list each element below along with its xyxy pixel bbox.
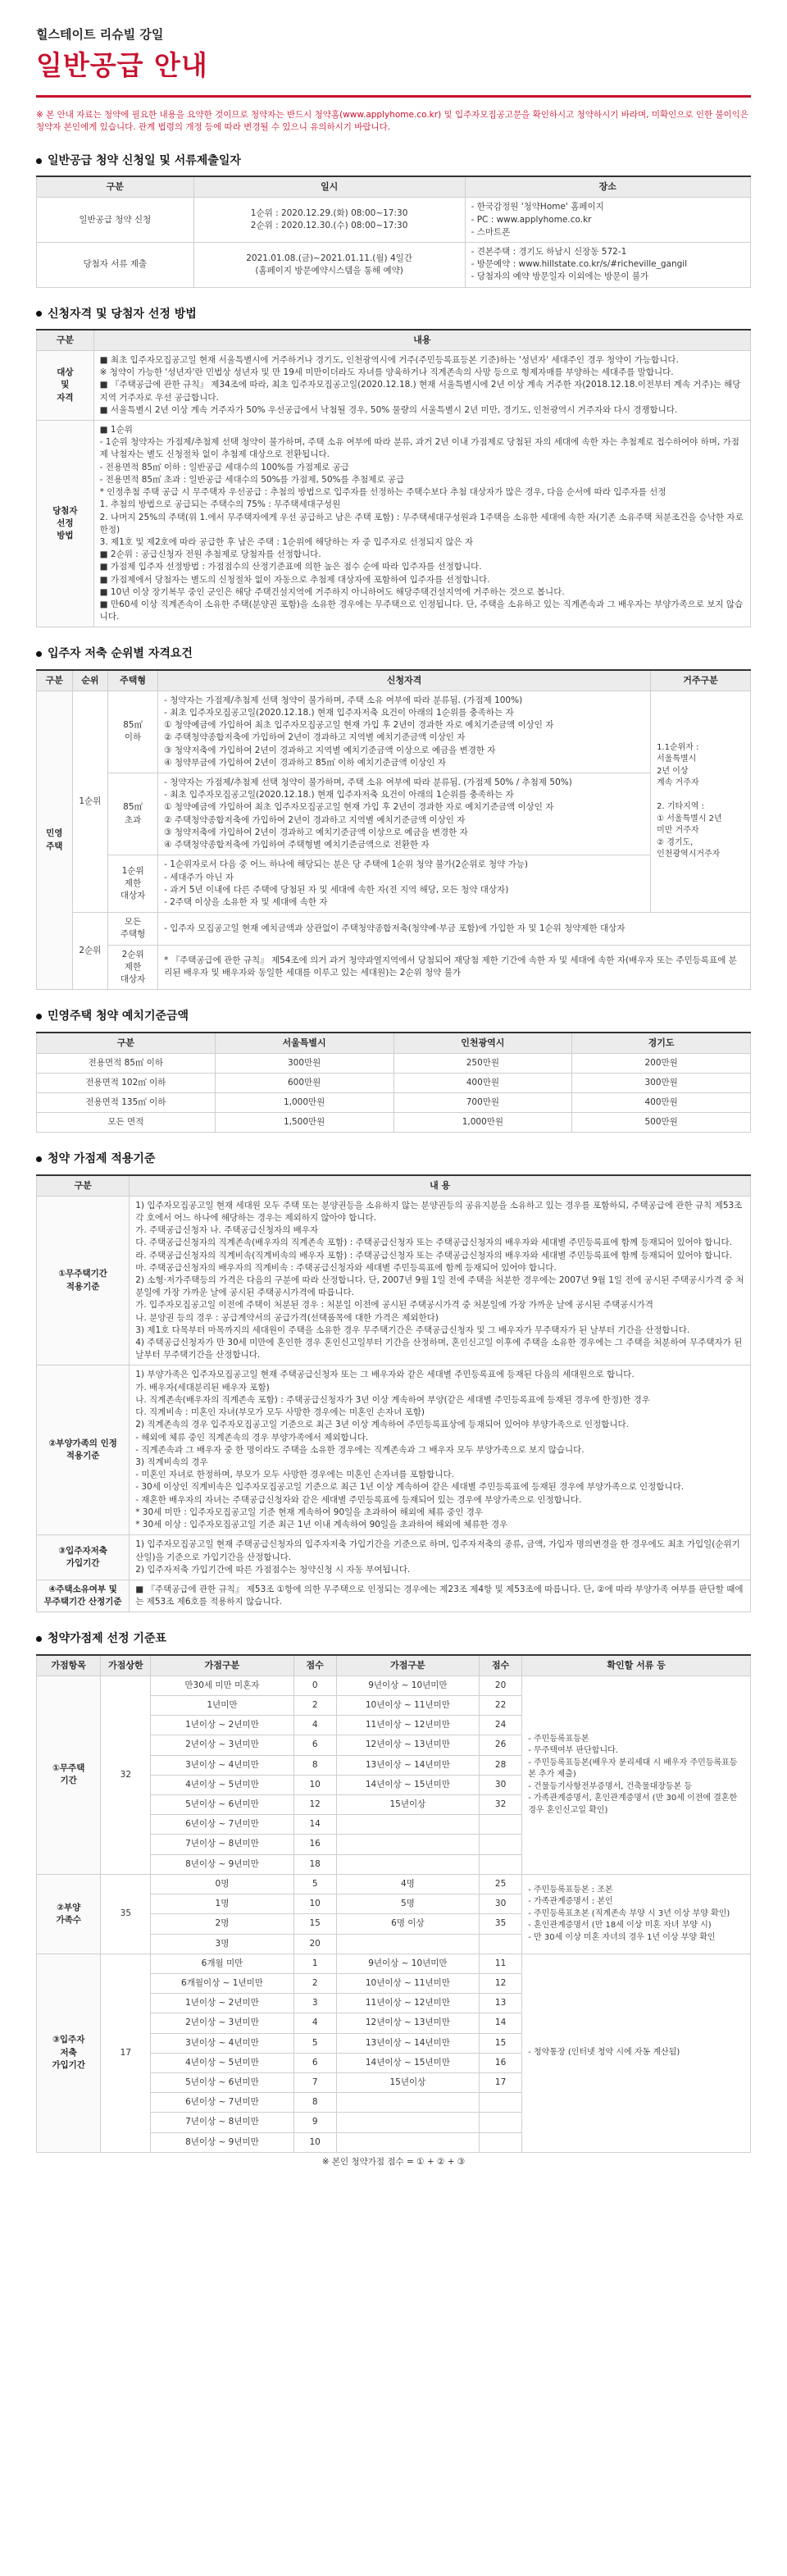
point-range: 4년이상 ~ 5년미만 — [151, 1775, 293, 1794]
point-value: 25 — [479, 1874, 521, 1894]
point-range: 5년이상 ~ 6년미만 — [151, 1794, 293, 1814]
point-value: 30 — [479, 1775, 521, 1794]
header — [36, 0, 751, 134]
residence-text: 1.1순위자 : 서울특별시 2년 이상 계속 거주자 2. 기타지역 : ① 서울특별시 2년 미만 거주자 ② 경기도, 인천광역시거주자 — [651, 691, 751, 913]
point-range: 10년이상 ~ 11년미만 — [336, 1973, 479, 1993]
table-row — [37, 1196, 751, 1366]
point-range: 7년이상 ~ 8년미만 — [151, 2113, 293, 2132]
row-place: - 견본주택 : 경기도 하남시 신장동 572-1 - 방문예약 : www.hillstate.co.kr/s/#richeville_gangil - 당첨자의 예약 방문일자 이외에는 방문이 불가 — [465, 242, 750, 287]
point-value: 4 — [293, 1716, 336, 1735]
point-range: 1년이상 ~ 2년미만 — [151, 1994, 293, 2013]
point-value: 20 — [479, 1676, 521, 1695]
row-date: 1순위 : 2020.12.29.(화) 08:00~17:30 2순위 : 2020.12.30.(수) 08:00~17:30 — [193, 198, 465, 243]
col-header: 내 용 — [130, 1175, 751, 1196]
bullet-icon — [36, 1636, 42, 1642]
row-content: - 1순위자로서 다음 중 어느 하나에 해당되는 분은 당 주택에 1순위 청약 불가(2순위로 청약 가능) - 세대주가 아닌 자 - 과거 5년 이내에 다른 주택에 당첨된 자 및 세대에 속한 자(전 지역 해당, 모든 청약 대상자) - 2주택 이상을 소유한 자 및 세대에 속한 자 — [158, 855, 651, 913]
row-content: 1) 입주자모집공고일 현재 주택공급신청자의 입주자저축 가입기간을 기준으로 하며, 입주자저축의 종류, 금액, 가입자 명의변경을 한 경우에도 최초 가입일(순위기산일)을 기준으로 가입기간을 산정합니다. 2) 입주자저축 가입기간에 따른 가점점수는 청약신청 시 자동 부여됩니다. — [130, 1535, 751, 1580]
col-header: 가점구분 — [151, 1655, 293, 1676]
row-label: 일반공급 청약 신청 — [37, 198, 194, 243]
group-max: 17 — [101, 1954, 151, 2152]
point-range: 2년이상 ~ 3년미만 — [151, 2013, 293, 2033]
point-range: 6개월이상 ~ 1년미만 — [151, 1973, 293, 1993]
point-range: 12년이상 ~ 13년미만 — [336, 2013, 479, 2033]
point-range — [336, 1835, 479, 1854]
table-row — [37, 1954, 751, 1973]
point-range: 11년이상 ~ 12년미만 — [336, 1716, 479, 1735]
col-header: 구분 — [37, 1175, 130, 1196]
bullet-icon — [36, 1156, 42, 1162]
group-max: 35 — [101, 1874, 151, 1954]
col-header: 순위 — [72, 670, 108, 691]
point-range — [336, 1934, 479, 1954]
point-range: 13년이상 ~ 14년미만 — [336, 2033, 479, 2053]
point-value — [479, 2093, 521, 2113]
row-label: 당첨자 선정 방법 — [37, 420, 94, 627]
row-content: ■ 최초 입주자모집공고일 현재 서울특별시에 거주하거나 경기도, 인천광역시에 거주(주민등록표등본 기준)하는 '성년자' 세대주인 경우 청약이 가능합니다. ※ 청약이 가능한 '성년자'란 민법상 성년자 및 만 19세 미만이더라도 자녀를 양육하거나 직계존속의 사망 등으로 형제자매를 부양하는 세대주를 말합니다. ■ 『주택공급에 관한 규칙』 제34조에 따라, 최초 입주자모집공고일(2020.12.18.) 현재 서울특별시에 2년 이상 계속 거주한 자(2018.12.18.이전부터 계속 거주)는 해당지역 거주자로 우선 공급합니다. ■ 서울특별시 2년 이상 계속 거주자가 50% 우선공급에서 낙첨될 경우, 50% 물량의 서울특별시 2년 미만, 경기도, 인천광역시 거주자와 다시 경쟁합니다. — [93, 350, 750, 420]
point-value: 24 — [479, 1716, 521, 1735]
table-row — [37, 913, 751, 945]
point-value: 2 — [293, 1973, 336, 1993]
point-range — [336, 1815, 479, 1835]
table-row — [37, 773, 751, 855]
point-value: 12 — [479, 1973, 521, 1993]
table-row — [37, 1366, 751, 1535]
point-value: 10 — [293, 2132, 336, 2152]
point-score-table — [36, 1654, 751, 2153]
point-range: 2명 — [151, 1914, 293, 1934]
page-title: 일반공급 안내 — [36, 48, 208, 81]
row-label: ③입주자저축 가입기간 — [37, 1535, 130, 1580]
required-documents: - 청약통장 (인터넷 청약 시에 자동 계산됨) — [522, 1954, 751, 2152]
point-value: 32 — [479, 1794, 521, 1814]
point-value — [479, 1934, 521, 1954]
col-header: 구분 — [37, 330, 94, 350]
point-range — [336, 2093, 479, 2113]
point-value: 18 — [293, 1854, 336, 1874]
point-range: 3년이상 ~ 4년미만 — [151, 2033, 293, 2053]
row-content: * 『주택공급에 관한 규칙』 제54조에 의거 과거 청약과열지역에서 당첨되어 재당첨 제한 기간에 속한 자 및 세대에 속한 자(배우자 또는 주민등록표에 분리된 배우자 및 배우자와 동일한 세대를 이루고 있는 세대원)는 2순위 청약 불가 — [158, 945, 751, 990]
table-row — [37, 420, 751, 627]
row-content: 1) 부양가족은 입주자모집공고일 현재 주택공급신청자 또는 그 배우자와 같은 세대별 주민등록표에 등재된 다음의 세대원으로 합니다. 가. 배우자(세대분리된 배우자 포함) 나. 직계존속(배우자의 직계존속 포함) : 주택공급신청자가 3년 이상 계속하여 부양(같은 세대별 주민등록표에 등재된 경우에 한정)한 경우 다. 직계비속 : 미혼인 자녀(부모가 모두 사망한 경우에는 미혼인 손자녀 포함) 2) 직계존속의 경우 입주자모집공고일 기준으로 최근 3년 이상 계속하여 주민등록표상에 등재되어 있어야 부양가족으로 인정합니다. - 해외에 체류 중인 직계존속의 경우 부양가족에서 제외합니다. - 직계존속과 그 배우자 중 한 명이라도 주택을 소유한 경우에는 직계존속과 그 배우자 모두 부양가족으로 보지 않습니다. 3) 직계비속의 경우 - 미혼인 자녀로 한정하며, 부모가 모두 사망한 경우에는 미혼인 손자녀를 포함합니다. - 30세 이상인 직계비속은 입주자모집공고일 기준으로 최근 1년 이상 계속하여 같은 세대별 주민등록표에 등재된 경우에 부양가족으로 인정합니다. - 재혼한 배우자의 자녀는 주택공급신청자와 같은 세대별 주민등록표에 등재되어 있는 경우에 부양가족으로 인정합니다. * 30세 미만 : 입주자모집공고일 기준 현재 계속하여 90일을 초과하여 해외에 체류 중인 경우 * 30세 이상 : 입주자모집공고일 기준 최근 1년 이내 계속하여 90일을 초과하여 해외에 체류한 경우 — [130, 1366, 751, 1535]
type-label: 모든 주택형 — [108, 913, 158, 945]
col-header: 가점상한 — [101, 1655, 151, 1676]
point-value: 14 — [293, 1815, 336, 1835]
point-value: 5 — [293, 2033, 336, 2053]
point-value: 13 — [479, 1994, 521, 2013]
point-value: 5 — [293, 1874, 336, 1894]
table-row — [37, 1580, 751, 1612]
point-value: 15 — [479, 2033, 521, 2053]
point-range: 4명 — [336, 1874, 479, 1894]
row-label: ②부양가족의 인정 적용기준 — [37, 1366, 130, 1535]
score-body — [37, 1676, 751, 2152]
point-value — [479, 1854, 521, 1874]
schedule-table — [36, 176, 751, 287]
col-header: 점수 — [479, 1655, 521, 1676]
point-value: 28 — [479, 1755, 521, 1775]
col-header: 일시 — [193, 176, 465, 197]
row-content: - 청약자는 가점제/추첨제 선택 청약이 불가하며, 주택 소유 여부에 따라 분류됨. (가점제 50% / 추첨제 50%) - 최초 입주자모집공고일(2020.12.18.) 현재 입주자저축 요건이 아래의 1순위를 충족하는 자 ① 청약예금에 가입하여 최초 입주자모집공고일 현재 가입 후 2년이 경과한 자로 예치기준금액 이상인 자 ② 주택청약종합저축에 가입하여 2년이 경과하고 지역별 예치기준금액 이상인 자 ③ 청약저축에 가입하여 2년이 경과하고 예치기준금액 이상으로 예금을 변경한 자 ④ 주택청약종합저축에 가입하여 주택형별 예치기준금액으로 전환한 자 — [158, 773, 651, 855]
point-value: 10 — [293, 1775, 336, 1794]
col-header: 구분 — [37, 1033, 216, 1053]
table-row: 전용면적 85㎡ 이하 300만원 250만원 200만원 — [37, 1053, 751, 1073]
point-range: 13년이상 ~ 14년미만 — [336, 1755, 479, 1775]
row-label: ①무주택기간 적용기준 — [37, 1196, 130, 1366]
row-content: - 입주자 모집공고일 현재 예치금액과 상관없이 주택청약종합저축(청약예·부금 포함)에 가입한 자 및 1순위 청약제한 대상자 — [158, 913, 751, 945]
point-range: 14년이상 ~ 15년미만 — [336, 2053, 479, 2072]
point-range: 9년이상 ~ 10년미만 — [336, 1676, 479, 1695]
deposit-table — [36, 1032, 751, 1133]
row-date: 2021.01.08.(금)~2021.01.11.(월) 4일간 (홈페이지 방문예약시스템을 통해 예약) — [193, 242, 465, 287]
point-range: 0명 — [151, 1874, 293, 1894]
point-range: 14년이상 ~ 15년미만 — [336, 1775, 479, 1794]
point-range: 8년이상 ~ 9년미만 — [151, 1854, 293, 1874]
point-range: 4년이상 ~ 5년미만 — [151, 2053, 293, 2072]
point-value: 0 — [293, 1676, 336, 1695]
type-label: 85㎡ 초과 — [108, 773, 158, 855]
notice-text: ※ 본 안내 자료는 청약에 필요한 내용을 요약한 것이므로 청약자는 반드시 청약홈(www.applyhome.co.kr) 및 입주자모집공고문을 확인하시고 청약하시기 바라며, 미확인으로 인한 불이익은 청약자 본인에게 있습니다. 관계 법령의 개정 등에 따라 변경될 수 있으니 유의하시기 바랍니다. — [36, 109, 749, 133]
point-range: 10년이상 ~ 11년미만 — [336, 1695, 479, 1715]
point-range: 9년이상 ~ 10년미만 — [336, 1954, 479, 1973]
point-value — [479, 1835, 521, 1854]
table-row — [37, 350, 751, 420]
score-footer-note: ※ 본인 청약가점 점수 = ① + ② + ③ — [321, 2156, 466, 2167]
row-place: - 한국감정원 '청약Home' 홈페이지 - PC : www.applyhome.co.kr - 스마트폰 — [465, 198, 750, 243]
point-range — [336, 1854, 479, 1874]
point-value — [479, 1815, 521, 1835]
point-range: 6년이상 ~ 7년미만 — [151, 1815, 293, 1835]
point-range: 15년이상 — [336, 2073, 479, 2093]
point-range: 1년이상 ~ 2년미만 — [151, 1716, 293, 1735]
point-value: 11 — [479, 1954, 521, 1973]
point-value: 6 — [293, 2053, 336, 2072]
point-range: 6개월 미만 — [151, 1954, 293, 1973]
point-value: 30 — [479, 1894, 521, 1914]
section-point-table-title: 청약가점제 선정 기준표 — [36, 1630, 751, 1647]
point-range: 15년이상 — [336, 1794, 479, 1814]
point-range: 1년미만 — [151, 1695, 293, 1715]
point-value: 9 — [293, 2113, 336, 2132]
point-value — [479, 2132, 521, 2152]
point-value: 8 — [293, 1755, 336, 1775]
col-header: 구분 — [37, 176, 194, 197]
bullet-icon — [36, 158, 42, 164]
col-header: 주택형 — [108, 670, 158, 691]
table-row — [37, 691, 751, 773]
point-value: 6 — [293, 1735, 336, 1755]
point-value: 16 — [293, 1835, 336, 1854]
group-label: ③입주자 저축 가입기간 — [37, 1954, 101, 2152]
point-value: 14 — [479, 2013, 521, 2033]
point-range: 6명 이상 — [336, 1914, 479, 1934]
type-label: 85㎡ 이하 — [108, 691, 158, 773]
section-rank-title: 입주자 저축 순위별 자격요건 — [36, 645, 751, 662]
section-point-criteria-title: 청약 가점제 적용기준 — [36, 1151, 751, 1167]
point-range: 1명 — [151, 1894, 293, 1914]
col-header: 구분 — [37, 670, 73, 691]
point-range: 12년이상 ~ 13년미만 — [336, 1735, 479, 1755]
rank-table — [36, 669, 751, 991]
point-value: 20 — [293, 1934, 336, 1954]
table-row — [37, 945, 751, 990]
col-header: 점수 — [293, 1655, 336, 1676]
col-header: 경기도 — [572, 1033, 751, 1053]
brand-name: 힐스테이트 리슈빌 강일 — [36, 27, 164, 42]
col-header: 내용 — [93, 330, 750, 350]
bullet-icon — [36, 1014, 42, 1019]
section-schedule-title: 일반공급 청약 신청일 및 서류제출일자 — [36, 153, 751, 169]
table-row — [37, 1535, 751, 1580]
point-range — [336, 2113, 479, 2132]
point-range — [336, 2132, 479, 2152]
col-header: 확인할 서류 등 — [522, 1655, 751, 1676]
bullet-icon — [36, 311, 42, 317]
point-range: 3명 — [151, 1934, 293, 1954]
point-value: 12 — [293, 1794, 336, 1814]
point-value: 16 — [479, 2053, 521, 2072]
point-range: 11년이상 ~ 12년미만 — [336, 1994, 479, 2013]
point-value — [479, 2113, 521, 2132]
table-row: 전용면적 102㎡ 이하 600만원 400만원 300만원 — [37, 1073, 751, 1092]
col-header: 가점구분 — [336, 1655, 479, 1676]
title-divider — [36, 95, 751, 98]
group-max: 32 — [101, 1676, 151, 1874]
point-range: 5년이상 ~ 6년미만 — [151, 2073, 293, 2093]
point-value: 22 — [479, 1695, 521, 1715]
point-value: 10 — [293, 1894, 336, 1914]
required-documents: - 주민등록표등본 - 무주택여부 판단합니다. - 주민등록표등본(배우자 분리세대 시 배우자 주민등록표등본 추가 제출) - 건물등기사항전부증명서, 건축물대장등본 등 - 가족관계증명서, 혼인관계증명서 (만 30세 이전에 결혼한 경우 혼인신고일 확인) — [522, 1676, 751, 1874]
col-header: 신청자격 — [158, 670, 651, 691]
row-label: 대상 및 자격 — [37, 350, 94, 420]
point-range: 6년이상 ~ 7년미만 — [151, 2093, 293, 2113]
point-value: 3 — [293, 1994, 336, 2013]
row-content: - 청약자는 가점제/추첨제 선택 청약이 불가하며, 주택 소유 여부에 따라 분류됨. (가점제 100%) - 최초 입주자모집공고일(2020.12.18.) 현재 입주자저축 요건이 아래의 1순위를 충족하는 자 ① 청약예금에 가입하여 최초 입주자모집공고일 현재 가입 후 2년이 경과한 자로 예치기준금액 이상인 자 ② 주택청약종합저축에 가입하여 2년이 경과하고 지역별 예치기준금액 이상인 자 ③ 청약저축에 가입하여 2년이 경과하고 지역별 예치기준금액 이상으로 예금을 변경한 자 ④ 청약부금에 가입하여 2년이 경과하고 85㎡ 이하 예치기준금액 이상인 자 — [158, 691, 651, 773]
eligibility-table — [36, 329, 751, 628]
type-label: 2순위 제한 대상자 — [108, 945, 158, 990]
region-label: 민영 주택 — [37, 691, 73, 990]
point-value: 17 — [479, 2073, 521, 2093]
point-value: 1 — [293, 1954, 336, 1973]
point-value: 4 — [293, 2013, 336, 2033]
point-range: 5명 — [336, 1894, 479, 1914]
row-label: ④주택소유여부 및 무주택기간 산정기준 — [37, 1580, 130, 1612]
point-range: 3년이상 ~ 4년미만 — [151, 1755, 293, 1775]
rank-label: 2순위 — [72, 913, 108, 990]
table-row: 전용면적 135㎡ 이하 1,000만원 700만원 400만원 — [37, 1092, 751, 1112]
bullet-icon — [36, 651, 42, 657]
rank-label: 1순위 — [72, 691, 108, 913]
table-row — [37, 242, 751, 287]
point-range: 8년이상 ~ 9년미만 — [151, 2132, 293, 2152]
section-eligibility-title: 신청자격 및 당첨자 선정 방법 — [36, 306, 751, 322]
point-range: 2년이상 ~ 3년미만 — [151, 1735, 293, 1755]
table-row: 모든 면적 1,500만원 1,000만원 500만원 — [37, 1113, 751, 1133]
point-value: 7 — [293, 2073, 336, 2093]
col-header: 거주구분 — [651, 670, 751, 691]
row-content: ■ 『주택공급에 관한 규칙』 제53조 ①항에 의한 무주택으로 인정되는 경우에는 제23조 제4항 및 제53조에 따릅니다. 단, ②에 따라 부양가족 여부를 판단할 때에는 제53조 제6호를 적용하지 않습니다. — [130, 1580, 751, 1612]
point-value: 26 — [479, 1735, 521, 1755]
point-value: 8 — [293, 2093, 336, 2113]
table-row — [37, 198, 751, 243]
point-criteria-table — [36, 1174, 751, 1613]
group-label: ①무주택 기간 — [37, 1676, 101, 1874]
point-range: 7년이상 ~ 8년미만 — [151, 1835, 293, 1854]
col-header: 서울특별시 — [215, 1033, 394, 1053]
point-value: 2 — [293, 1695, 336, 1715]
point-value: 15 — [293, 1914, 336, 1934]
table-row — [37, 1676, 751, 1695]
col-header: 장소 — [465, 176, 750, 197]
point-range: 만30세 미만 미혼자 — [151, 1676, 293, 1695]
section-deposit-title: 민영주택 청약 예치기준금액 — [36, 1008, 751, 1024]
required-documents: - 주민등록표등본 : 조본 - 가족관계증명서 : 본인 - 주민등록표초본 (직계존속 부양 시 3년 이상 부양 확인) - 혼인관계증명서 (만 18세 이상 미혼 자녀 부양 시) - 만 30세 이상 미혼 자녀의 경우 1년 이상 부양 확인 — [522, 1874, 751, 1954]
group-label: ②부양 가족수 — [37, 1874, 101, 1954]
table-row — [37, 855, 751, 913]
col-header: 가점항목 — [37, 1655, 101, 1676]
row-content: 1) 입주자모집공고일 현재 세대원 모두 주택 또는 분양권등을 소유하지 않는 분양권등의 공유지분을 소유하고 있는 경우를 포함하되, 주택공급에 관한 규칙 제53조 각 호에서 어느 하나에 해당하는 경우는 제외하지 않아야 합니다. 가. 주택공급신청자 나. 주택공급신청자의 배우자 다. 주택공급신청자의 직계존속(배우자의 직계존속 포함) : 주택공급신청자 또는 주택공급신청자의 배우자와 세대별 주민등록표에 함께 등재되어 있어야 합니다. 라. 주택공급신청자의 직계비속(직계비속의 배우자 포함) : 주택공급신청자 또는 주택공급신청자의 배우자와 세대별 주민등록표에 함께 등재되어 있어야 합니다. 마. 주택공급신청자의 배우자의 직계비속 : 주택공급신청자와 세대별 주민등록표에 함께 등재되어 있어야 합니다. 2) 소형·저가주택등의 가격은 다음의 구분에 따라 산정합니다. 단, 2007년 9월 1일 전에 주택을 처분한 경우에는 2007년 9월 1일 전에 공시된 주택공시가격 중 처분일에 가장 가까운 날에 공시된 주택공시가격에 따릅니다. 가. 입주자모집공고일 이전에 주택이 처분된 경우 : 처분일 이전에 공시된 주택공시가격 중 처분일에 가장 가까운 날에 공시된 주택공시가격 나. 분양권 등의 경우 : 공급계약서의 공급가격(선택품목에 대한 가격은 제외한다) 3) 제1호 다목부터 마목까지의 세대원이 주택을 소유한 경우 무주택기간은 주택공급신청자 및 그 배우자가 무주택자가 된 날부터 기간을 산정합니다. 4) 주택공급신청자가 만 30세 미만에 혼인한 경우 혼인신고일부터 기간을 산정하며, 혼인신고일 이후에 주택을 소유한 경우에는 그 주택을 처분하여 무주택자가 된 날부터 무주택기간을 산정합니다. — [130, 1196, 751, 1366]
point-value: 35 — [479, 1914, 521, 1934]
table-row — [37, 1874, 751, 1894]
row-label: 당첨자 서류 제출 — [37, 242, 194, 287]
col-header: 인천광역시 — [394, 1033, 572, 1053]
row-content: ■ 1순위 - 1순위 청약자는 가점제/추첨제 선택 청약이 불가하며, 주택 소유 여부에 따라 분류, 과거 2년 이내 가점제로 당첨된 자의 세대에 속한 자는 추첨제로 접수하여야 하며, 가점제 낙첨자는 별도 신청절차 없이 추첨제 대상으로 전환됩니다. - 전용면적 85㎡ 이하 : 일반공급 세대수의 100%를 가점제로 공급 - 전용면적 85㎡ 초과 : 일반공급 세대수의 50%를 가점제, 50%를 추첨제로 공급 * 인정추첨 주택 공급 시 무주택자 우선공급 : 추첨의 방법으로 입주자를 선정하는 주택수보다 추첨 대상자가 많은 경우, 다음 순서에 따라 입주자를 선정 1. 추첨의 방법으로 공급되는 주택수의 75% : 무주택세대구성원 2. 나머지 25%의 주택(위 1.에서 무주택자에게 우선 공급하고 남은 주택 포함) : 무주택세대구성원과 1주택을 소유한 세대에 속한 자(기존 소유주택 처분조건을 승낙한 자로 한정) 3. 제1호 및 제2호에 따라 공급한 후 남은 주택 : 1순위에 해당하는 자 중 입주자로 선정되지 않은 자 ■ 2순위 : 공급신청자 전원 추첨제로 당첨자를 선정합니다. ■ 가점제 입주자 선정방법 : 가점점수의 산정기준표에 의한 높은 점수 순에 따라 입주자를 선정합니다. ■ 가점제에서 당첨자는 별도의 신청절차 없이 자동으로 추첨제 대상자에 포함하여 입주자를 선정합니다. ■ 10년 이상 장기복무 중인 군인은 해당 주택건설지역에 거주하지 아니하여도 해당주택건설지역에 거주하는 것으로 봅니다. ■ 만60세 이상 직계존속이 소유한 주택(분양권 포함)을 소유한 경우에는 무주택으로 인정됩니다. 단, 주택을 소유하고 있는 직계존속과 그 배우자는 부양가족으로 보지 않습니다. — [93, 420, 750, 627]
type-label: 1순위 제한 대상자 — [108, 855, 158, 913]
